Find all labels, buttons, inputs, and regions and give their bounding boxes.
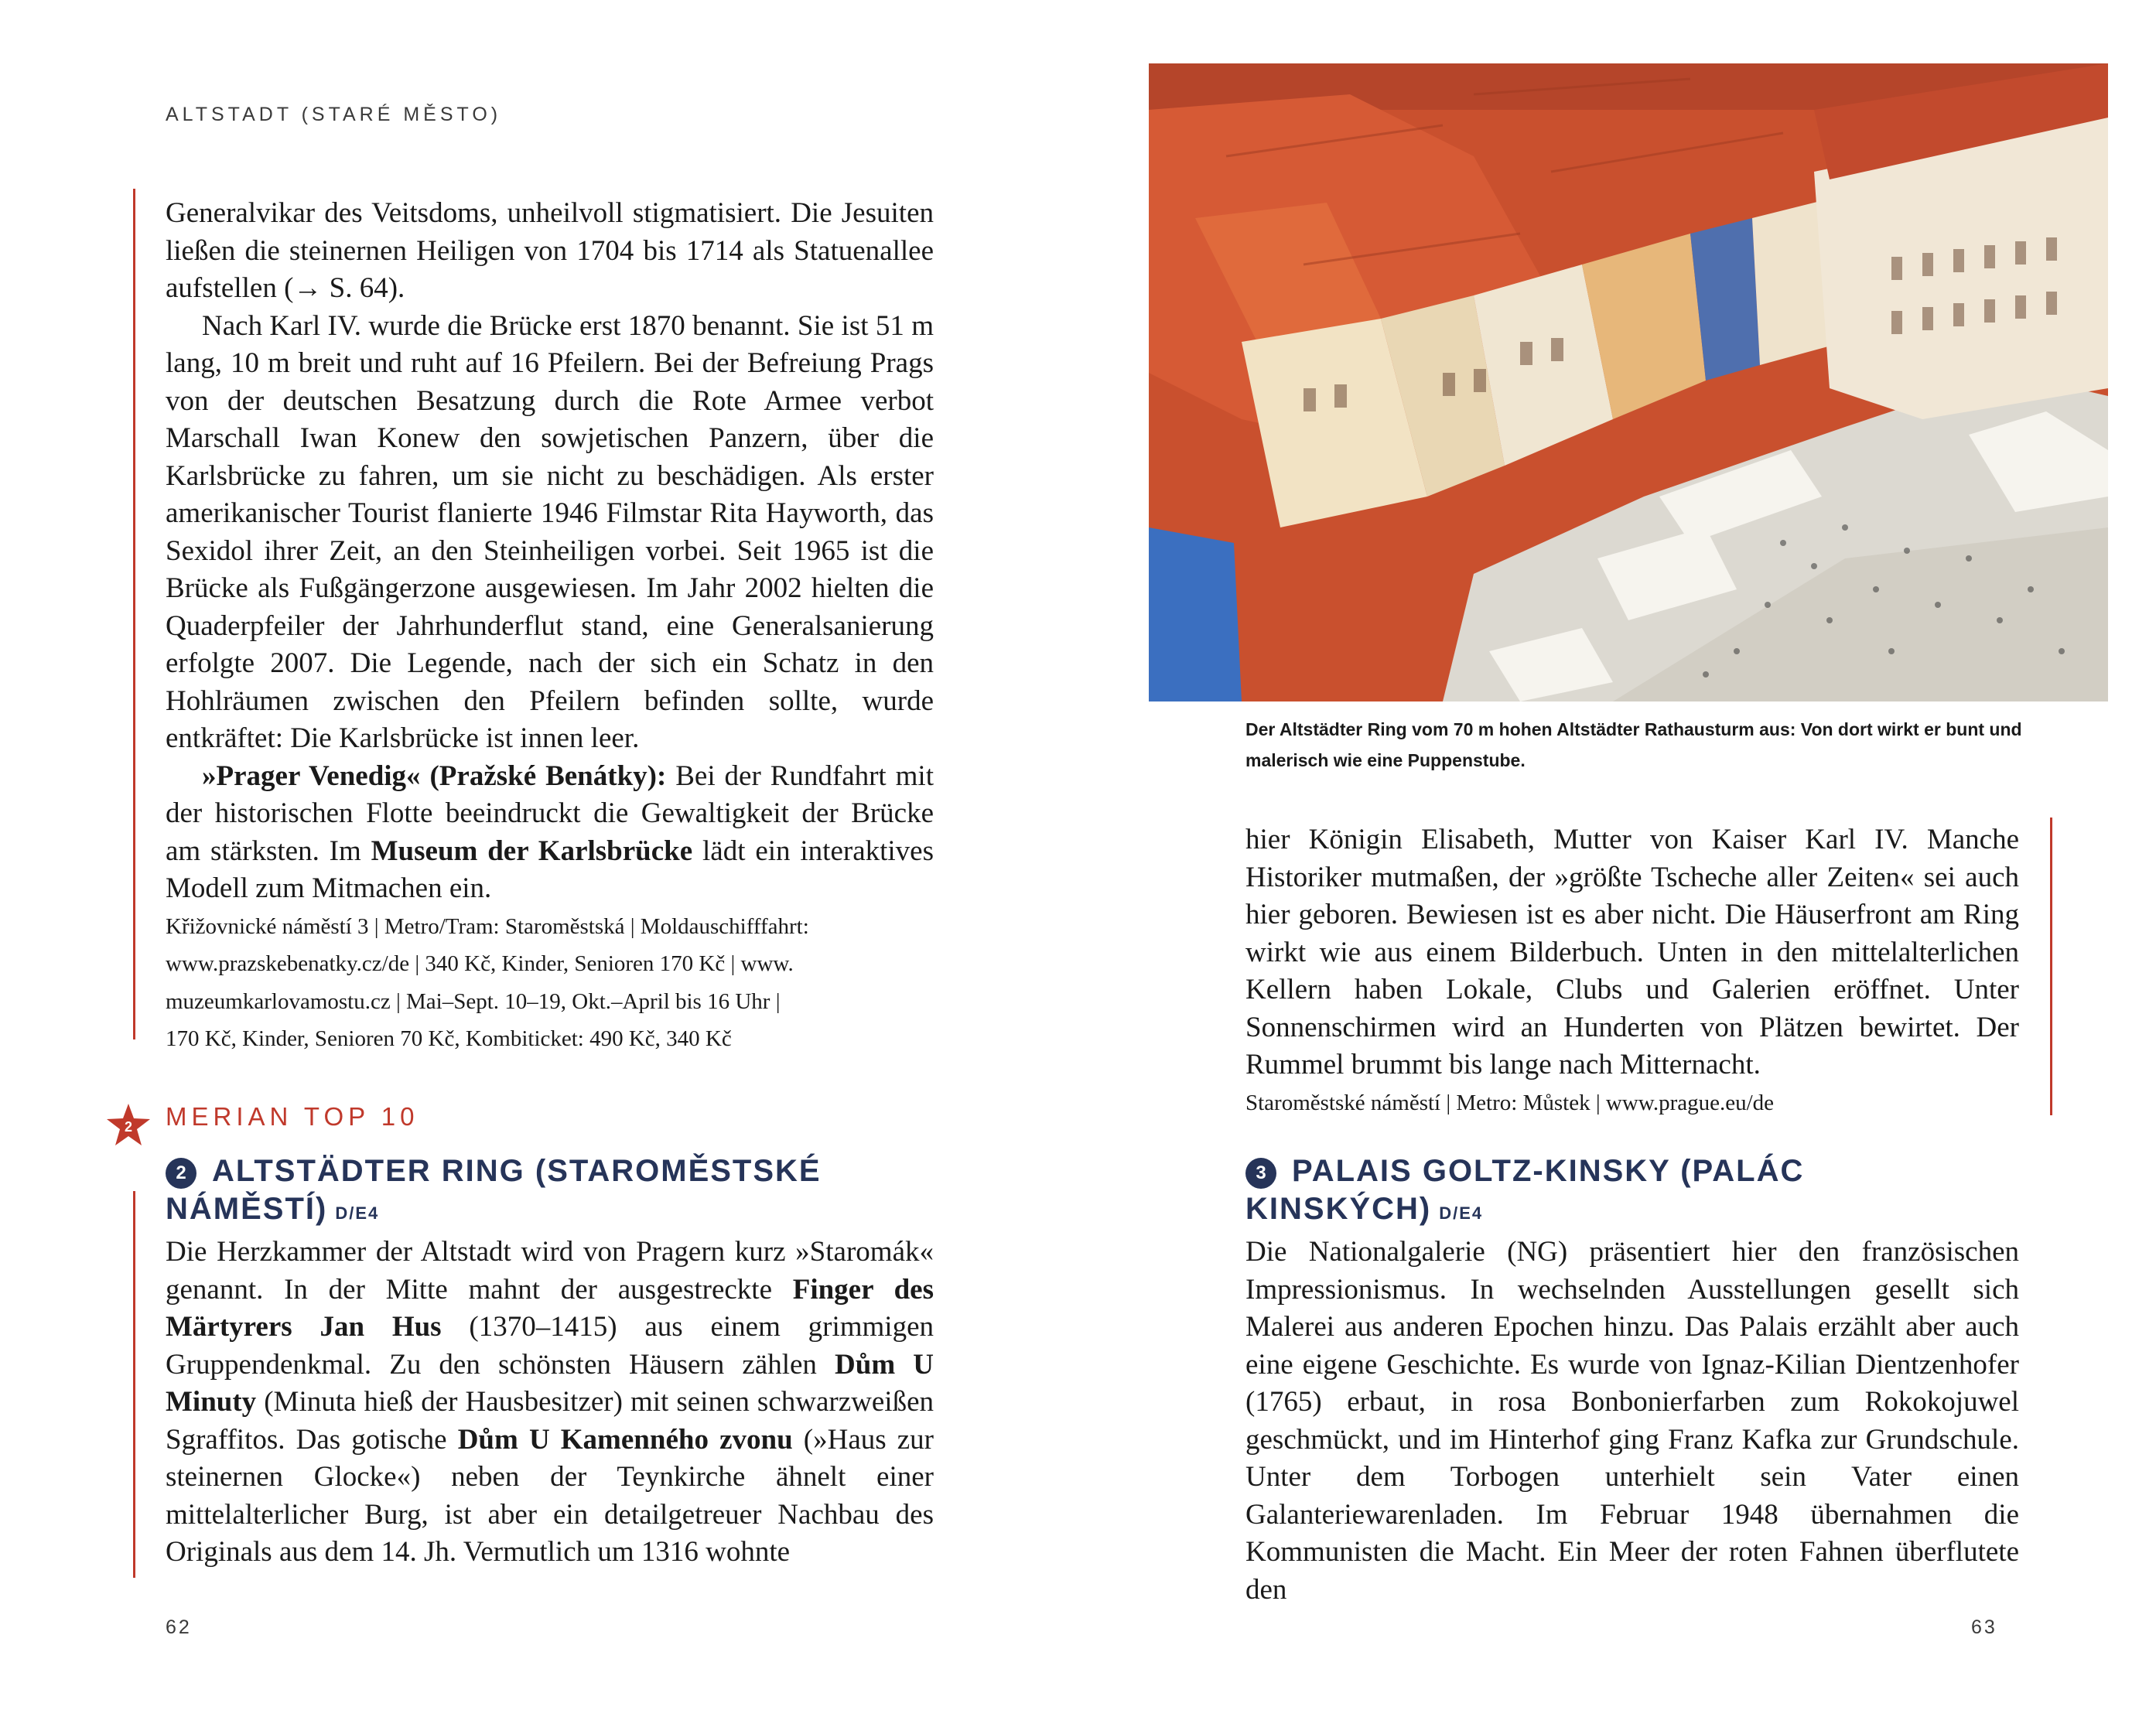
paragraph: Generalvikar des Veitsdoms, unheilvoll stigmatisiert. Die Jesuiten ließen die steinernen Heiligen von 1704 bis 1714 als Statuenallee aufstellen (→ S. 64). [166, 197, 934, 304]
text-column [166, 195, 934, 1058]
star-icon [105, 1102, 152, 1149]
section-heading [1245, 1152, 2011, 1232]
info-line: www.prazskebenatky.cz/de | 340 Kč, Kinder, Senioren 170 Kč | www. [166, 951, 794, 976]
margin-rule [133, 1191, 135, 1578]
section-heading [166, 1152, 931, 1232]
text-run: lädt ein interaktives Modell zum Mitmachen ein. [166, 835, 934, 904]
text-run: (»Haus zur steinernen Glocke«) neben der Teynkirche ähnelt einer mittelalterlicher Burg, ist aber ein detailgetreuer Nachbau des Originals aus dem 14. Jh. Vermutlich um 1316 wohnte [166, 1423, 934, 1568]
section-title: PALAIS GOLTZ-KINSKY (PALÁC KINSKÝCH) [1245, 1154, 1805, 1226]
running-head: ALTSTADT (STARÉ MĚSTO) [166, 104, 502, 125]
margin-rule [133, 189, 135, 1039]
info-line: muzeumkarlovamostu.cz | Mai–Sept. 10–19, Okt.–April bis 16 Uhr | [166, 988, 781, 1014]
number-circle-icon: 3 [1245, 1158, 1276, 1189]
paragraph: hier Königin Elisabeth, Mutter von Kaiser Karl IV. Manche Historiker mutmaßen, der »größte Tscheche aller Zeiten« sei auch hier geboren. Bewiesen ist es aber nicht. Die Häuserfront am Ring wirkt wie aus einem Bilderbuch. Unten in den mittelalterlichen Kellern haben Lokale, Clubs und Galerien eröffnet. Unter Sonnenschirmen wird an Hunderten von Plätzen bewirtet. Der Rummel brummt bis lange nach Mitternacht. [1245, 824, 2019, 1080]
paragraph-altstaedter-ring [166, 1234, 934, 1572]
bold-term: Dům U Minuty [166, 1348, 934, 1418]
text-run: (Minuta hieß der Hausbesitzer) mit seinen schwarzweißen Sgraffitos. Das gotische [166, 1386, 934, 1456]
paragraph: Die Nationalgalerie (NG) präsentiert hier den französischen Impressionismus. In wechselnden Ausstellungen gesellt sich Malerei aus anderen Epochen hinzu. Das Palais erzählt aber auch eine eigene Geschichte. Es wurde von Ignaz-Kilian Dientzenhofer (1765) erbaut, in rosa Bonbonierfarben zum Rokokojuwel geschmückt, und im Hinterhof ging Franz Kafka zur Grundschule. Unter dem Torbogen unterhielt sein Vater einen Galanteriewarenladen. Im Februar 1948 übernahmen die Kommunisten die Macht. Ein Meer der roten Fahnen überflutete den [1245, 1236, 2019, 1606]
page-number: 62 [166, 1616, 192, 1638]
paragraph: Nach Karl IV. wurde die Brücke erst 1870 benannt. Sie ist 51 m lang, 10 m breit und ruht auf 16 Pfeilern. Bei der Befreiung Prags von der deutschen Besatzung durch die Rote Armee verbot Marschall Iwan Konew den sowjetischen Panzern, über die Karlsbrücke zu fahren, um sie nicht zu beschädigen. Als erster amerikanischer Tourist flanierte 1946 Filmstar Rita Hayworth, das Sexidol ihrer Zeit, an den Steinheiligen vorbei. Seit 1965 ist die Brücke als Fußgängerzone ausgewiesen. Im Jahr 2002 hielten die Quaderpfeiler der Jahrhunderflut stand, eine Generalsanierung erfolgte 2007. Die Legende, nach der sich ein Schatz in den Hohlräumen zwischen den Pfeilern befinden sollte, wurde entkräftet: Die Karlsbrücke ist innen leer. [166, 309, 934, 754]
text-run: (1370–1415) aus einem grimmigen Gruppendenkmal. Zu den schönsten Häusern zählen [166, 1311, 934, 1381]
bold-term: Dům U Kamenného zvonu [457, 1423, 793, 1456]
bold-term: »Prager Venedig« (Pražské Benátky): [202, 760, 667, 792]
bold-term: Museum der Karlsbrücke [371, 835, 693, 867]
text-run: Die Herzkammer der Altstadt wird von Pragern kurz »Staromák« genannt. In der Mitte mahnt der ausgestreckte [166, 1236, 934, 1306]
aerial-photo-illustration [1149, 63, 2108, 701]
page-number: 63 [1971, 1616, 1997, 1638]
section-title: ALTSTÄDTER RING (STAROMĚSTSKÉ NÁMĚSTÍ) [166, 1154, 822, 1226]
text-column [1245, 1234, 2019, 1609]
map-coordinate: D/E4 [335, 1203, 380, 1223]
map-coordinate: D/E4 [1439, 1203, 1484, 1223]
merian-top-10-label: MERIAN TOP 10 [166, 1102, 419, 1131]
star-number: 2 [124, 1119, 133, 1135]
text-column [166, 1234, 934, 1572]
text-run: Bei der Rundfahrt mit der historischen Flotte beeindruckt die Gewaltigkeit der Brücke am stärksten. Im [166, 760, 934, 867]
photo-altstaedter-ring [1149, 63, 2108, 701]
info-line: Staroměstské náměstí | Metro: Můstek | www.prague.eu/de [1245, 1090, 1775, 1115]
photo-caption: Der Altstädter Ring vom 70 m hohen Altstädter Rathausturm aus: Von dort wirkt er bunt und malerisch wie eine Puppenstube. [1245, 719, 2022, 770]
paragraph-prager-venedig [166, 758, 934, 908]
info-line: 170 Kč, Kinder, Senioren 70 Kč, Kombiticket: 490 Kč, 340 Kč [166, 1026, 732, 1051]
text-column [1245, 821, 2019, 1121]
margin-rule [2050, 818, 2052, 1115]
number-circle-icon: 2 [166, 1158, 196, 1189]
bold-term: Finger des Märtyrers Jan Hus [166, 1273, 934, 1343]
info-line: Křižovnické náměstí 3 | Metro/Tram: Staroměstská | Moldauschifffahrt: [166, 913, 809, 939]
